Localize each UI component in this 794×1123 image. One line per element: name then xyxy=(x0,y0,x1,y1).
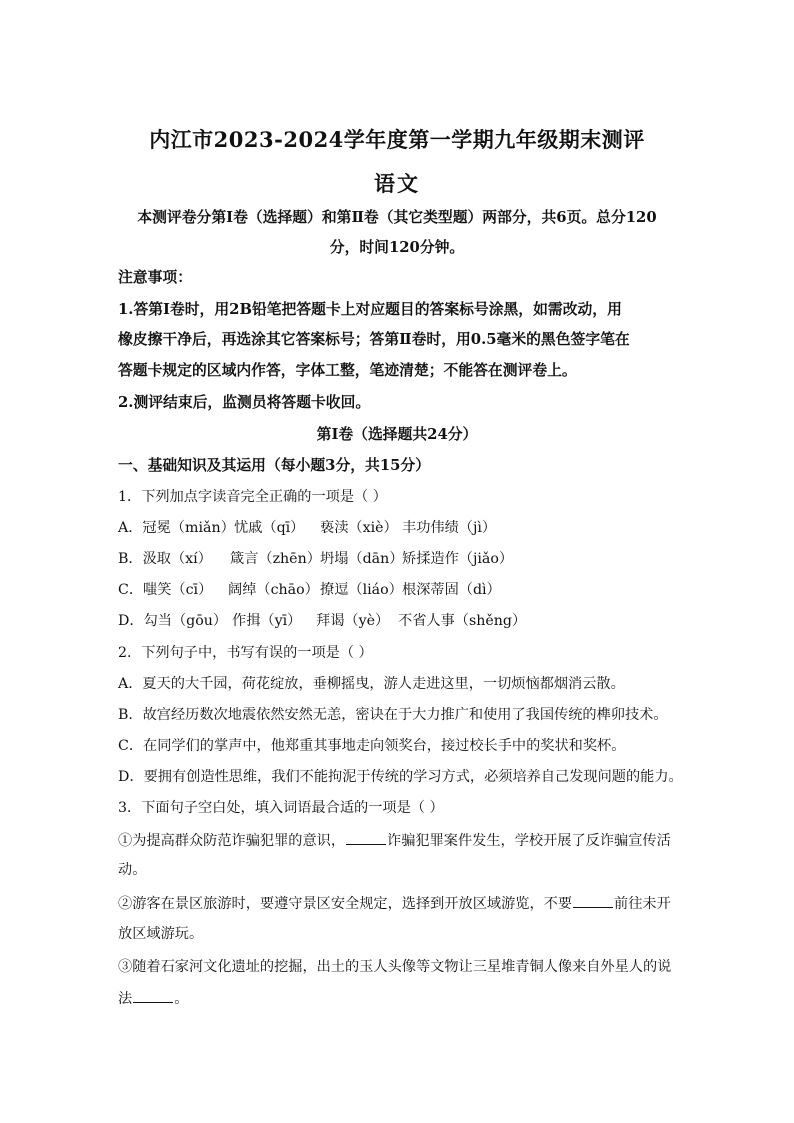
option-term: 阔绰（chāo） xyxy=(228,582,319,598)
intro-line-1: 本测评卷分第Ⅰ卷（选择题）和第Ⅱ卷（其它类型题）两部分，共6页。总分120 xyxy=(137,209,657,226)
option-term: D．勾当（gōu） xyxy=(118,613,228,629)
option-term: 忧戚（qī） xyxy=(234,520,305,536)
section-title: 一、基础知识及其运用（每小题3分，共15分） xyxy=(118,457,431,474)
notes-item-2: 2.测评结束后，监测员将答题卡收回。 xyxy=(118,394,371,411)
option-term: 根深蒂固（dì） xyxy=(402,582,501,598)
q3-sentence-2 xyxy=(118,893,678,914)
q3-sentence-1-cont: 动。 xyxy=(118,862,147,878)
sentence-text: 。 xyxy=(174,991,189,1007)
q1-option-a xyxy=(118,518,678,538)
q1-stem: 1．下列加点字读音完全正确的一项是（ ） xyxy=(118,489,387,505)
option-term: 箴言（zhēn） xyxy=(230,551,321,567)
option-term: 不省人事（shěng） xyxy=(398,613,527,629)
sentence-text: 法 xyxy=(118,991,133,1007)
q3-sentence-3: ③随着石家河文化遗址的挖掘，出土的玉人头像等文物让三星堆青铜人像来自外星人的说 xyxy=(118,959,672,975)
part1-title: 第Ⅰ卷（选择题共24分） xyxy=(316,426,478,443)
option-term: 亵渎（xiè） xyxy=(320,520,398,536)
option-term: C．嗤笑（cī） xyxy=(118,582,213,598)
option-term: 撩逗（liáo） xyxy=(320,582,403,598)
q2-option-d: D．要拥有创造性思维，我们不能拘泥于传统的学习方式，必须培养自己发现问题的能力。 xyxy=(118,769,683,785)
option-term: A．冠冕（miǎn） xyxy=(118,520,235,536)
sentence-text: ①为提高群众防范诈骗犯罪的意识， xyxy=(118,833,346,849)
q3-sentence-3-cont xyxy=(118,988,678,1009)
q1-option-d xyxy=(118,611,678,631)
q2-stem: 2．下列句子中，书写有误的一项是（ ） xyxy=(118,645,373,661)
notes-heading: 注意事项： xyxy=(118,269,192,286)
option-term: 作揖（yī） xyxy=(232,613,302,629)
q2-option-c: C．在同学们的掌声中，他郑重其事地走向领奖台，接过校长手中的奖状和奖杯。 xyxy=(118,738,626,754)
intro-line-2: 分，时间120分钟。 xyxy=(329,239,465,256)
notes-item-1-line-3: 答题卡规定的区域内作答，字体工整，笔迹清楚；不能答在测评卷上。 xyxy=(118,362,577,379)
notes-item-1-line-1: 1.答第Ⅰ卷时，用2B铅笔把答题卡上对应题目的答案标号涂黑，如需改动，用 xyxy=(118,301,622,318)
q3-sentence-2-cont: 放区域游玩。 xyxy=(118,926,204,942)
sentence-text: 前往未开 xyxy=(614,896,671,912)
sentence-text: 诈骗犯罪案件发生，学校开展了反诈骗宣传活 xyxy=(387,833,671,849)
q3-sentence-1 xyxy=(118,830,678,851)
option-term: 拜谒（yè） xyxy=(316,613,390,629)
option-term: 矫揉造作（jiǎo） xyxy=(402,551,514,567)
fill-blank xyxy=(346,830,386,845)
exam-title: 内江市2023-2024学年度第一学期九年级期末测评 xyxy=(149,127,645,152)
q3-stem: 3．下面句子空白处，填入词语最合适的一项是（ ） xyxy=(118,800,444,816)
sentence-text: ②游客在景区旅游时，要遵守景区安全规定，选择到开放区域游览，不要 xyxy=(118,896,573,912)
option-term: B．汲取（xí） xyxy=(118,551,212,567)
notes-item-1-line-2: 橡皮擦干净后，再选涂其它答案标号；答第Ⅱ卷时，用0.5毫米的黑色签字笔在 xyxy=(118,331,630,348)
q1-option-c xyxy=(118,580,678,600)
subject-title: 语文 xyxy=(374,171,420,196)
q2-option-b: B．故宫经历数次地震依然安然无恙，密诀在于大力推广和使用了我国传统的榫卯技术。 xyxy=(118,707,668,723)
fill-blank xyxy=(133,988,173,1003)
fill-blank xyxy=(573,893,613,908)
option-term: 丰功伟绩（jì） xyxy=(402,520,497,536)
q1-option-b xyxy=(118,549,678,569)
q2-option-a: A．夏天的大千园，荷花绽放，垂柳摇曳，游人走进这里，一切烦恼都烟消云散。 xyxy=(118,676,625,692)
option-term: 坍塌（dān） xyxy=(320,551,404,567)
